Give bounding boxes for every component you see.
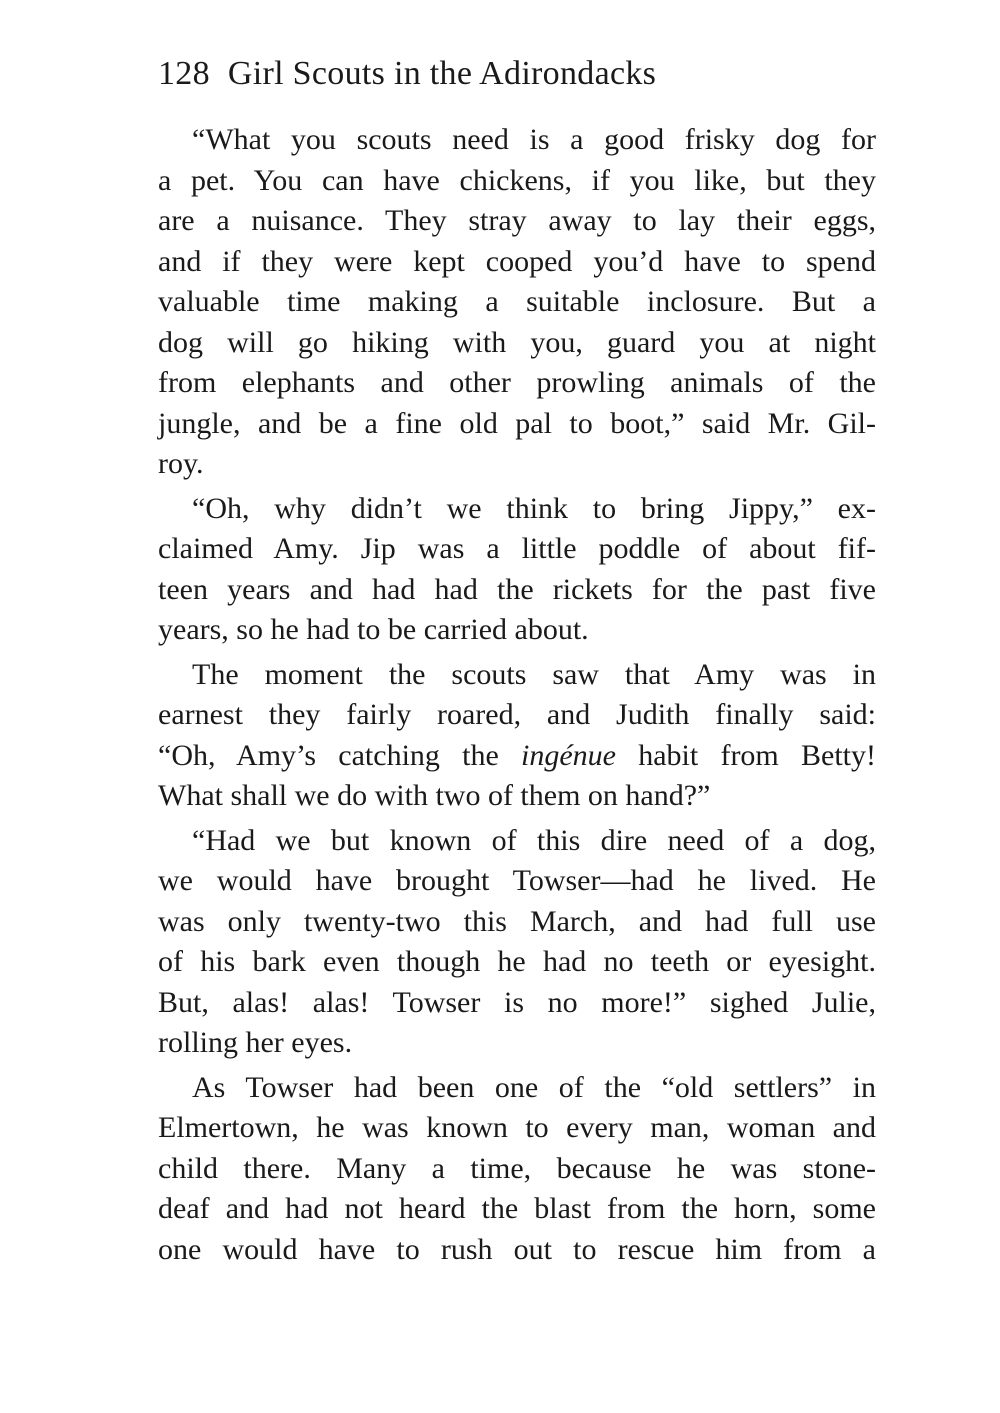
italic-word: ingénue: [521, 738, 616, 772]
text-line: are a nuisance. They stray away to lay their eggs,: [158, 204, 876, 237]
paragraph: [158, 120, 876, 485]
text-line: But, alas! alas! Towser is no more!” sighed Julie,: [158, 985, 876, 1019]
text-line: and if they were kept cooped you’d have to spend: [158, 244, 876, 278]
text-line: “Had we but known of this dire need of a dog,: [192, 823, 876, 857]
text-line: roy.: [158, 447, 204, 480]
paragraph: [158, 1068, 876, 1271]
text-line: one would have to rush out to rescue him from a: [158, 1232, 876, 1266]
text-run: “Oh, Amy’s catching the: [158, 738, 522, 772]
book-title: Girl Scouts in the Adirondacks: [227, 55, 657, 92]
text-run: habit from Betty!: [616, 738, 876, 772]
text-line: [158, 736, 876, 777]
text-line: of his bark even though he had no teeth or eyesight.: [158, 945, 876, 978]
text-line: child there. Many a time, because he was stone-: [158, 1151, 876, 1185]
text-line: rolling her eyes.: [158, 1026, 353, 1059]
text-line: earnest they fairly roared, and Judith finally said:: [158, 698, 876, 731]
text-line: years, so he had to be carried about.: [158, 613, 589, 646]
text-line: Elmertown, he was known to every man, woman and: [158, 1111, 876, 1144]
text-line: valuable time making a suitable inclosure. But a: [158, 285, 876, 318]
text-line: “Oh, why didn’t we think to bring Jippy,” ex-: [192, 491, 876, 525]
paragraph: [158, 821, 876, 1064]
body-text: [158, 120, 876, 1270]
text-line: deaf and had not heard the blast from the horn, some: [158, 1192, 876, 1225]
text-line: from elephants and other prowling animals of the: [158, 366, 876, 399]
text-line: jungle, and be a fine old pal to boot,” said Mr. Gil-: [158, 406, 876, 440]
text-line: we would have brought Towser—had he lived. He: [158, 864, 876, 897]
text-line: The moment the scouts saw that Amy was in: [192, 657, 876, 691]
page-number: 128: [158, 55, 210, 92]
text-line: was only twenty-two this March, and had full use: [158, 904, 876, 938]
text-line: What shall we do with two of them on hand?”: [158, 779, 711, 812]
text-line: a pet. You can have chickens, if you like, but they: [158, 163, 876, 197]
running-head: [158, 52, 878, 96]
text-line: dog will go hiking with you, guard you at night: [158, 325, 876, 359]
paragraph: [158, 655, 876, 817]
text-line: claimed Amy. Jip was a little poddle of about fif-: [158, 532, 876, 565]
text-line: teen years and had had the rickets for the past five: [158, 572, 876, 606]
paragraph: [158, 489, 876, 651]
text-line: “What you scouts need is a good frisky dog for: [192, 123, 876, 156]
text-line: As Towser had been one of the “old settlers” in: [192, 1070, 876, 1104]
